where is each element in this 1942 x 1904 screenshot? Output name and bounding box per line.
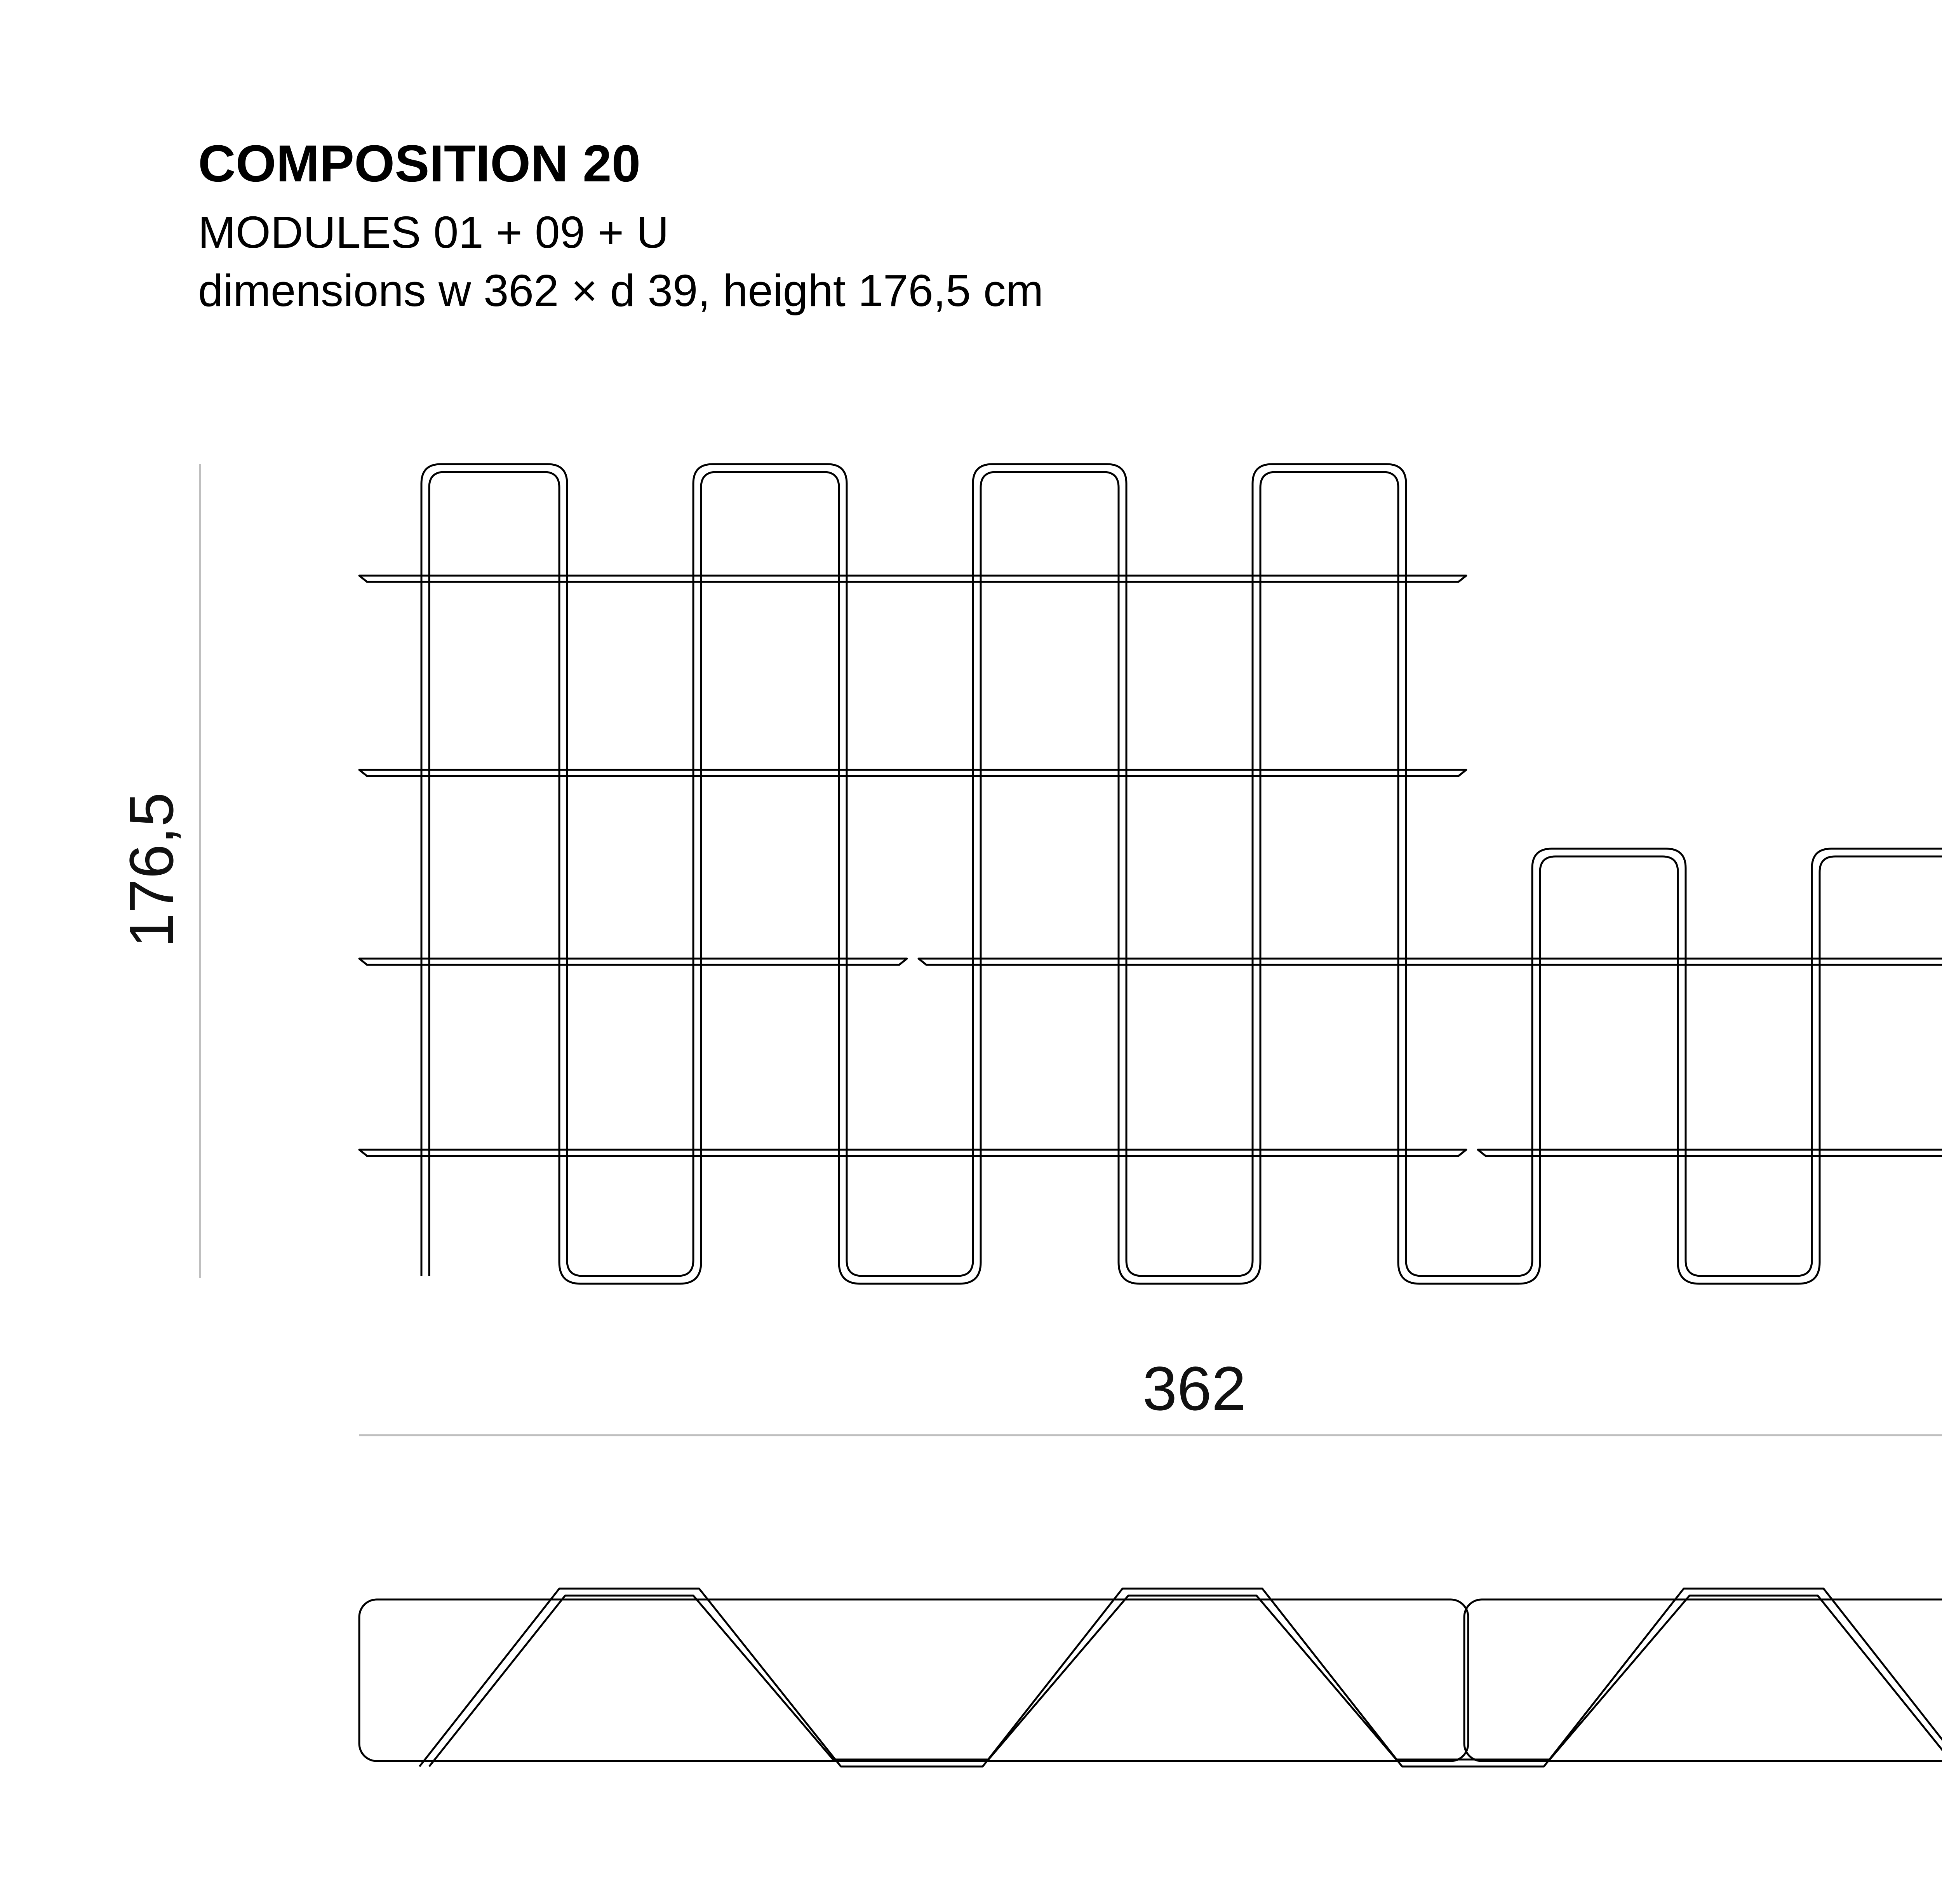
height-dimension-label: 176,5 — [117, 792, 186, 948]
modules-subtitle: MODULES 01 + 09 + U — [198, 207, 669, 258]
dimensions-subtitle: dimensions w 362 × d 39, height 176,5 cm — [198, 265, 1044, 316]
shelf-mid-left — [359, 959, 907, 965]
front-elevation-view — [359, 464, 1942, 1284]
composition-title: COMPOSITION 20 — [198, 135, 641, 193]
width-dimension-label: 362 — [1142, 1354, 1246, 1423]
shelf-mid-right — [919, 959, 1942, 965]
shelf-bottom-left — [359, 1150, 1466, 1156]
shelf-top-2 — [359, 770, 1466, 776]
shelf-bottom-right — [1478, 1150, 1942, 1156]
plan-shelf-left — [359, 1599, 1468, 1761]
shelves — [359, 576, 1942, 1156]
plan-shelf-right — [1464, 1599, 1942, 1761]
shelf-top-1 — [359, 576, 1466, 582]
frame-left-tall — [421, 464, 1942, 1284]
plan-frame-zigzag — [419, 1589, 1942, 1767]
plan-view — [359, 1589, 1942, 1767]
